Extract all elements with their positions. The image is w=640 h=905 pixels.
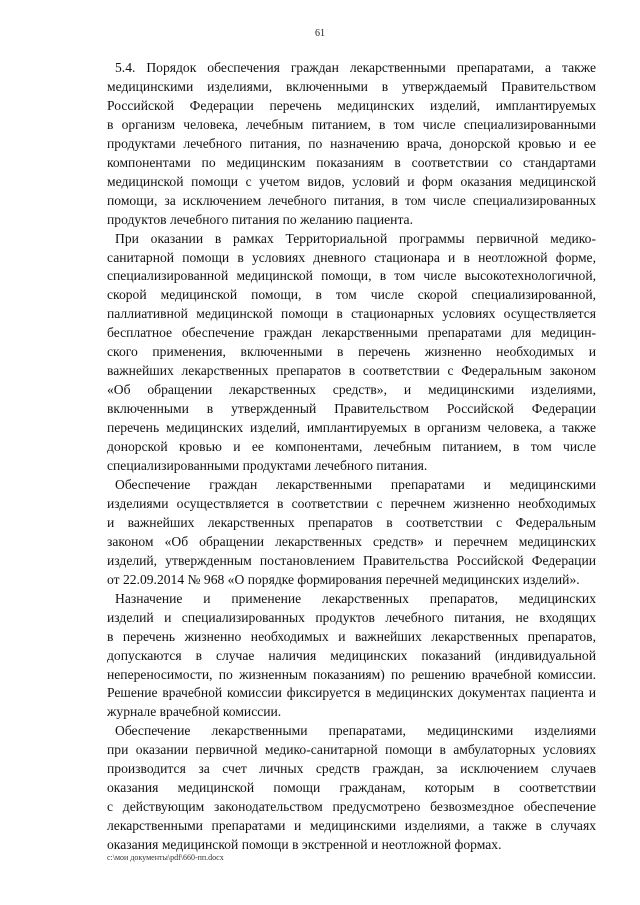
text-line: паллиативной медицинской помощи в стационарных условиях осуществляется: [107, 306, 596, 322]
text-line: медицинскими изделиями, включенными в утверждаемый Правительством: [107, 78, 596, 94]
text-line: журнале врачебной комиссии.: [107, 704, 282, 720]
text-line: Назначение и применение лекарственных препаратов, медицинских: [115, 590, 596, 606]
text-line: в перечень жизненно необходимых и важнейших лекарственных препаратов,: [107, 628, 596, 644]
text-line: 5.4. Порядок обеспечения граждан лекарственными препаратами, а также: [115, 60, 596, 75]
text-line: с действующим законодательством предусмотрено безвозмездное обеспечение: [107, 799, 596, 815]
text-line: специализированной медицинской помощи, в том числе высокотехнологичной,: [107, 268, 596, 284]
paragraph-outpatient-provision: [107, 722, 596, 855]
page-number: 61: [315, 28, 325, 39]
text-line: от 22.09.2014 № 968 «О порядке формирования перечней медицинских изделий».: [107, 571, 580, 587]
text-line: оказания медицинской помощи в экстренной и неотложной формах.: [107, 837, 502, 853]
text-line: изделиями осуществляется в соответствии с перечнем жизненно необходимых: [107, 495, 596, 511]
text-line: изделий, утвержденным постановлением Правительства Российской Федерации: [107, 552, 596, 568]
text-line: При оказании в рамках Территориальной программы первичной медико-: [115, 230, 596, 246]
text-line: оказания медицинской помощи гражданам, которым в соответствии: [107, 780, 596, 796]
paragraph-day-hospital-provision: [107, 230, 596, 476]
text-line: бесплатное обеспечение граждан лекарственными препаратами для медицин-: [107, 325, 596, 341]
document-body: [107, 59, 596, 855]
text-line: законом «Об обращении лекарственных средств» и перечнем медицинских: [107, 533, 596, 549]
paragraph-provision-per-list: [107, 476, 596, 590]
footer-file-path: c:\мои документы\pdf\660-пп.docx: [107, 853, 224, 862]
paragraph-medical-commission: [107, 590, 596, 723]
text-line: донорской кровью и ее компонентами, лечебным питанием, в том числе: [107, 439, 596, 455]
text-line: непереносимости, по жизненным показаниям) по решению врачебной комиссии.: [107, 666, 596, 682]
text-line: Обеспечение лекарственными препаратами, медицинскими изделиями: [115, 723, 596, 739]
text-line: «Об обращении лекарственных средств», и медицинскими изделиями,: [107, 382, 596, 398]
text-line: специализированными продуктами лечебного питания.: [107, 458, 428, 474]
text-line: медицинской помощи с учетом видов, условий и форм оказания медицинской: [107, 173, 596, 189]
text-line: и важнейших лекарственных препаратов в соответствии с Федеральным: [107, 514, 596, 530]
text-line: производится за счет личных средств граждан, за исключением случаев: [107, 761, 596, 777]
text-line: допускаются в случае наличия медицинских показаний (индивидуальной: [107, 647, 596, 663]
text-line: Обеспечение граждан лекарственными препаратами и медицинскими: [115, 476, 596, 492]
text-line: лекарственными препаратами и медицинскими изделиями, а также в случаях: [107, 818, 596, 834]
text-line: в организм человека, лечебным питанием, в том числе специализированными: [107, 116, 596, 132]
text-line: продуктами лечебного питания, по назначению врача, донорской кровью и ее: [107, 135, 596, 151]
paragraph-section-5-4: [107, 59, 596, 230]
text-line: санитарной помощи в условиях дневного стационара и в неотложной форме,: [107, 249, 596, 265]
text-line: перечень медицинских изделий, имплантируемых в организм человека, а также: [107, 420, 596, 436]
text-line: при оказании первичной медико-санитарной помощи в амбулаторных условиях: [107, 742, 596, 758]
text-line: скорой медицинской помощи, в том числе скорой специализированной,: [107, 287, 596, 303]
text-line: продуктов лечебного питания по желанию пациента.: [107, 211, 413, 227]
text-line: изделий и специализированных продуктов лечебного питания, не входящих: [107, 609, 596, 625]
text-line: Российской Федерации перечень медицинских изделий, имплантируемых: [107, 97, 596, 113]
text-line: Решение врачебной комиссии фиксируется в медицинских документах пациента и: [107, 685, 596, 701]
text-line: важнейших лекарственных препаратов в соответствии с Федеральным законом: [107, 363, 596, 379]
text-line: ского применения, включенными в перечень жизненно необходимых и: [107, 344, 596, 360]
text-line: включенными в утвержденный Правительством Российской Федерации: [107, 401, 596, 417]
text-line: помощи, за исключением лечебного питания, в том числе специализированных: [107, 192, 596, 208]
text-line: компонентами по медицинским показаниям в соответствии со стандартами: [107, 154, 596, 170]
